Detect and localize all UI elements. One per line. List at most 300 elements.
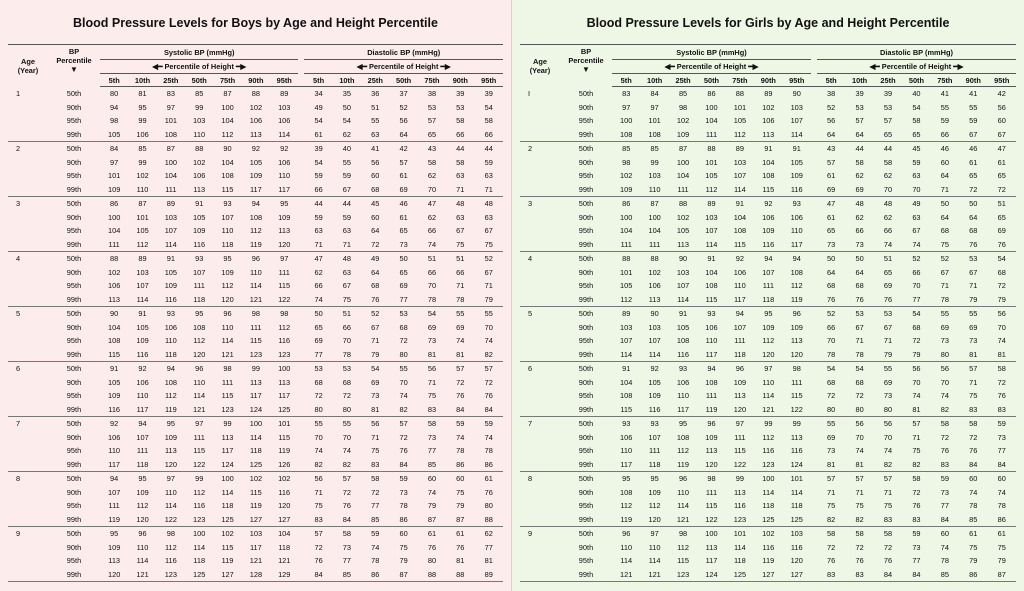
diastolic-value: 84 [484, 404, 493, 414]
diastolic-value: 71 [883, 336, 893, 345]
systolic-value: 114 [762, 391, 775, 400]
diastolic-value: 83 [883, 514, 893, 524]
diastolic-value: 86 [959, 568, 987, 582]
diastolic-value: 73 [399, 239, 408, 249]
diastolic-value: 64 [969, 212, 978, 222]
systolic-value: 109 [136, 336, 149, 345]
systolic-value: 117 [108, 459, 121, 469]
diastolic-value: 71 [484, 281, 493, 290]
systolic-value: 107 [790, 116, 803, 125]
diastolic-value: 87 [427, 514, 437, 524]
systolic-value: 120 [136, 514, 149, 524]
systolic-value: 118 [193, 294, 206, 304]
diastolic-value: 73 [997, 432, 1006, 442]
diastolic-value: 80 [827, 404, 836, 414]
bp-percentile-cell: 99th [578, 514, 594, 524]
systolic-value: 106 [164, 322, 178, 332]
systolic-value: 116 [136, 349, 149, 359]
systolic-value: 123 [249, 349, 263, 359]
diastolic-value: 72 [883, 542, 893, 552]
systolic-value: 90 [100, 307, 128, 321]
systolic-value: 107 [705, 226, 718, 235]
bp-percentile-cell: 50th [48, 527, 100, 541]
table-row [8, 389, 503, 403]
systolic-value: 121 [640, 568, 668, 582]
systolic-value: 117 [249, 184, 262, 194]
table-row [520, 169, 1016, 183]
systolic-value: 122 [278, 294, 291, 304]
systolic-value: 111 [705, 487, 718, 497]
diastolic-value: 39 [456, 89, 465, 98]
diastolic-value: 75 [484, 239, 493, 249]
systolic-value: 84 [650, 89, 659, 98]
table-row [8, 403, 503, 417]
diastolic-value: 50 [817, 252, 845, 266]
age-cell [520, 568, 560, 582]
systolic-value: 116 [677, 349, 689, 359]
systolic-value: 118 [136, 459, 149, 469]
systolic-value: 99 [185, 472, 213, 486]
diastolic-value: 59 [314, 171, 323, 180]
table-row [8, 554, 503, 568]
systolic-value: 110 [221, 226, 234, 235]
systolic-value: 113 [677, 239, 689, 249]
bp-percentile-cell: 95th [578, 281, 594, 290]
diastolic-value: 57 [827, 157, 836, 167]
diastolic-value: 59 [474, 417, 503, 431]
diastolic-value: 73 [827, 239, 836, 249]
diastolic-value: 71 [969, 281, 978, 290]
systolic-value: 115 [705, 501, 718, 510]
systolic-value: 108 [620, 487, 633, 497]
table-row [520, 197, 1016, 211]
girls-bp-table [520, 44, 1016, 582]
diastolic-header: Diastolic BP (mmHg) [817, 45, 1016, 60]
systolic-value: 94 [783, 252, 811, 266]
diastolic-value: 69 [827, 432, 836, 442]
age-cell: 2 [8, 142, 48, 156]
diastolic-value: 44 [845, 142, 873, 156]
systolic-value: 113 [108, 294, 121, 304]
systolic-value: 85 [612, 142, 640, 156]
diastolic-value: 64 [371, 226, 380, 235]
table-row [520, 266, 1016, 280]
diastolic-value: 85 [969, 514, 978, 524]
diastolic-value: 54 [845, 362, 873, 376]
table-row [520, 472, 1016, 486]
bp-percentile-cell: 99th [578, 349, 594, 359]
systolic-value: 118 [249, 446, 262, 455]
diastolic-value: 58 [931, 417, 959, 431]
systolic-value: 100 [620, 212, 633, 222]
systolic-value: 100 [697, 527, 725, 541]
table-row [8, 224, 503, 238]
systolic-value: 94 [242, 197, 270, 211]
diastolic-value: 59 [912, 157, 921, 167]
systolic-value: 116 [648, 404, 661, 414]
diastolic-value: 76 [883, 294, 893, 304]
age-cell [520, 486, 560, 500]
bp-percentile-cell: 90th [66, 267, 82, 277]
systolic-value: 116 [734, 501, 746, 510]
systolic-value: 88 [669, 197, 697, 211]
diastolic-value: 46 [959, 142, 987, 156]
systolic-value: 103 [136, 267, 149, 277]
diastolic-value: 70 [342, 432, 352, 442]
bp-percentile-cell: 50th [560, 527, 612, 541]
systolic-value: 117 [278, 391, 291, 400]
bp-percentile-cell: 90th [578, 157, 594, 167]
table-row [520, 87, 1016, 101]
bp-percentile-cell: 90th [66, 487, 82, 497]
systolic-value: 116 [762, 446, 775, 455]
table-row [520, 554, 1016, 568]
systolic-value: 119 [249, 501, 262, 510]
diastolic-value: 39 [883, 89, 893, 98]
systolic-value: 111 [221, 377, 234, 387]
systolic-value: 113 [705, 542, 718, 552]
bp-percentile-cell: 90th [578, 102, 594, 112]
systolic-value: 92 [640, 362, 668, 376]
diastolic-value: 81 [997, 349, 1006, 359]
diastolic-value: 82 [484, 349, 493, 359]
bp-percentile-cell: 99th [66, 129, 82, 139]
systolic-value: 118 [734, 349, 746, 359]
systolic-value: 118 [762, 294, 775, 304]
diastolic-value: 75 [883, 501, 893, 510]
systolic-value: 115 [249, 487, 262, 497]
diastolic-value: 76 [427, 542, 437, 552]
systolic-header: Systolic BP (mmHg) [612, 45, 811, 60]
diastolic-value: 63 [484, 171, 493, 180]
table-row [520, 293, 1016, 307]
systolic-value: 114 [790, 129, 803, 139]
pct-header: 50th [389, 74, 417, 87]
systolic-value: 114 [221, 487, 234, 497]
age-cell [8, 211, 48, 225]
diastolic-value: 53 [874, 307, 902, 321]
diastolic-value: 43 [418, 142, 446, 156]
diastolic-value: 47 [418, 197, 446, 211]
diastolic-value: 78 [997, 501, 1006, 510]
diastolic-value: 78 [342, 349, 352, 359]
table-row [520, 334, 1016, 348]
systolic-value: 105 [648, 377, 661, 387]
diastolic-value: 73 [855, 239, 864, 249]
table-row [520, 389, 1016, 403]
systolic-value: 93 [157, 307, 185, 321]
systolic-value: 120 [790, 556, 803, 565]
systolic-value: 122 [193, 459, 206, 469]
table-row [520, 279, 1016, 293]
diastolic-value: 73 [940, 487, 949, 497]
pct-header: 5th [100, 74, 128, 87]
diastolic-value: 68 [314, 377, 323, 387]
diastolic-value: 40 [912, 89, 921, 98]
systolic-value: 110 [677, 391, 689, 400]
bp-percentile-cell: 95th [578, 336, 594, 345]
diastolic-value: 80 [399, 349, 408, 359]
systolic-value: 103 [278, 102, 291, 112]
diastolic-value: 76 [456, 391, 465, 400]
diastolic-value: 54 [484, 102, 493, 112]
diastolic-value: 69 [883, 281, 893, 290]
systolic-value: 119 [790, 294, 803, 304]
systolic-value: 110 [790, 226, 803, 235]
diastolic-value: 75 [371, 446, 380, 455]
systolic-value: 101 [705, 157, 718, 167]
diastolic-value: 70 [399, 377, 408, 387]
table-row [520, 568, 1016, 582]
systolic-value: 126 [278, 459, 291, 469]
diastolic-value: 87 [987, 568, 1016, 582]
systolic-value: 104 [762, 157, 775, 167]
table-row [520, 486, 1016, 500]
systolic-value: 112 [790, 281, 803, 290]
bp-percentile-cell: 99th [66, 404, 82, 414]
diastolic-value: 58 [883, 157, 893, 167]
diastolic-value: 60 [931, 527, 959, 541]
age-cell: 8 [520, 472, 560, 486]
age-cell: 9 [520, 527, 560, 541]
table-row [8, 266, 503, 280]
pct-header: 5th [304, 74, 332, 87]
diastolic-value: 68 [827, 281, 836, 290]
systolic-value: 85 [678, 89, 688, 98]
diastolic-value: 55 [817, 417, 845, 431]
diastolic-value: 71 [940, 281, 949, 290]
diastolic-value: 83 [912, 514, 921, 524]
systolic-value: 104 [620, 377, 633, 387]
pct-header: 90th [959, 74, 987, 87]
boys-bp-table [8, 44, 503, 582]
age-cell [8, 541, 48, 555]
systolic-value: 100 [705, 102, 718, 112]
systolic-value: 118 [221, 501, 234, 510]
diastolic-value: 54 [361, 362, 389, 376]
diastolic-value: 53 [855, 102, 864, 112]
systolic-value: 111 [108, 239, 120, 249]
systolic-value: 118 [762, 501, 775, 510]
systolic-value: 103 [790, 102, 803, 112]
diastolic-value: 74 [456, 432, 465, 442]
systolic-value: 90 [792, 89, 801, 98]
table-row [8, 169, 503, 183]
diastolic-value: 44 [474, 142, 503, 156]
systolic-value: 97 [110, 157, 119, 167]
systolic-value: 96 [213, 307, 241, 321]
diastolic-value: 82 [342, 459, 352, 469]
bp-percentile-cell: 50th [48, 252, 100, 266]
diastolic-value: 55 [931, 307, 959, 321]
systolic-value: 92 [270, 142, 298, 156]
diastolic-value: 68 [827, 377, 836, 387]
diastolic-value: 81 [855, 459, 864, 469]
systolic-value: 105 [249, 157, 263, 167]
diastolic-value: 57 [304, 527, 332, 541]
diastolic-value: 70 [912, 377, 921, 387]
diastolic-value: 55 [389, 362, 417, 376]
left-arrow-icon: ◀━ [869, 62, 880, 71]
systolic-value: 86 [100, 197, 128, 211]
diastolic-value: 67 [456, 226, 465, 235]
diastolic-value: 39 [484, 89, 493, 98]
diastolic-value: 76 [940, 446, 949, 455]
diastolic-value: 66 [912, 267, 921, 277]
systolic-value: 109 [762, 322, 775, 332]
diastolic-value: 72 [314, 542, 323, 552]
diastolic-value: 75 [940, 239, 949, 249]
table-row [8, 513, 503, 527]
systolic-value: 104 [221, 157, 234, 167]
diastolic-value: 69 [855, 184, 864, 194]
age-cell: 7 [520, 417, 560, 431]
systolic-value: 99 [138, 116, 147, 125]
bp-percentile-cell: 99th [578, 239, 594, 249]
diastolic-value: 89 [474, 568, 503, 582]
diastolic-value: 58 [333, 527, 361, 541]
systolic-value: 113 [164, 446, 177, 455]
systolic-value: 81 [138, 89, 147, 98]
systolic-value: 96 [697, 417, 725, 431]
diastolic-value: 70 [912, 184, 921, 194]
age-cell [8, 568, 48, 582]
diastolic-value: 73 [371, 391, 380, 400]
pct-header: 5th [612, 74, 640, 87]
systolic-value: 117 [705, 556, 718, 565]
systolic-value: 114 [648, 349, 661, 359]
systolic-value: 106 [620, 432, 633, 442]
diastolic-value: 57 [446, 362, 474, 376]
diastolic-value: 55 [371, 116, 380, 125]
systolic-value: 110 [164, 487, 177, 497]
bp-percentile-cell: 50th [560, 472, 612, 486]
diastolic-value: 57 [817, 472, 845, 486]
systolic-value: 105 [733, 116, 747, 125]
age-cell: 2 [520, 142, 560, 156]
systolic-value: 98 [110, 116, 119, 125]
age-cell [520, 128, 560, 142]
diastolic-value: 69 [827, 184, 836, 194]
systolic-value: 109 [164, 432, 178, 442]
systolic-value: 108 [676, 432, 690, 442]
bp-percentile-cell: 90th [578, 542, 594, 552]
systolic-value: 120 [648, 514, 661, 524]
diastolic-value: 57 [399, 157, 408, 167]
diastolic-value: 81 [827, 459, 836, 469]
diastolic-value: 76 [912, 501, 921, 510]
diastolic-value: 76 [997, 239, 1006, 249]
diastolic-value: 41 [969, 89, 978, 98]
age-cell [520, 389, 560, 403]
age-cell [8, 376, 48, 390]
diastolic-value: 65 [883, 267, 893, 277]
systolic-value: 108 [733, 226, 747, 235]
diastolic-value: 60 [940, 157, 949, 167]
systolic-value: 108 [790, 267, 803, 277]
diastolic-value: 68 [342, 377, 352, 387]
diastolic-value: 65 [912, 129, 921, 139]
diastolic-value: 53 [427, 102, 437, 112]
diastolic-value: 76 [883, 556, 893, 565]
diastolic-value: 74 [456, 336, 465, 345]
pct-header: 75th [726, 74, 754, 87]
systolic-value: 94 [726, 307, 754, 321]
diastolic-value: 47 [987, 142, 1016, 156]
systolic-value: 95 [157, 417, 185, 431]
table-row [520, 128, 1016, 142]
table-row [520, 431, 1016, 445]
diastolic-value: 87 [456, 514, 465, 524]
systolic-value: 121 [221, 349, 234, 359]
systolic-value: 121 [762, 404, 775, 414]
systolic-value: 115 [734, 446, 746, 455]
age-cell [8, 389, 48, 403]
systolic-value: 106 [193, 171, 206, 180]
diastolic-value: 59 [940, 116, 949, 125]
diastolic-value: 46 [389, 197, 417, 211]
diastolic-value: 56 [361, 417, 389, 431]
diastolic-value: 60 [371, 212, 380, 222]
diastolic-value: 62 [883, 212, 893, 222]
diastolic-value: 55 [969, 102, 978, 112]
age-cell [8, 486, 48, 500]
diastolic-value: 63 [342, 267, 352, 277]
systolic-value: 108 [164, 129, 178, 139]
systolic-value: 106 [108, 281, 121, 290]
systolic-value: 121 [249, 556, 263, 565]
systolic-value: 113 [790, 336, 803, 345]
systolic-value: 102 [136, 171, 149, 180]
systolic-value: 110 [677, 487, 689, 497]
systolic-value: 97 [622, 102, 631, 112]
diastolic-value: 72 [827, 391, 836, 400]
diastolic-value: 74 [855, 446, 864, 455]
table-row [8, 128, 503, 142]
table-row [8, 568, 503, 582]
diastolic-value: 53 [333, 362, 361, 376]
diastolic-value: 77 [997, 446, 1006, 455]
systolic-value: 127 [754, 568, 782, 582]
systolic-value: 123 [762, 459, 775, 469]
diastolic-value: 70 [883, 184, 893, 194]
bp-percentile-cell: 50th [560, 307, 612, 321]
systolic-value: 110 [278, 171, 291, 180]
bp-percentile-cell: 95th [578, 226, 594, 235]
bp-percentile-cell: 50th [560, 197, 612, 211]
diastolic-value: 67 [484, 226, 493, 235]
diastolic-value: 72 [997, 184, 1006, 194]
bp-percentile-cell: 99th [578, 184, 594, 194]
systolic-value: 117 [249, 542, 262, 552]
age-cell [520, 444, 560, 458]
table-row [520, 211, 1016, 225]
diastolic-value: 69 [969, 322, 978, 332]
diastolic-value: 75 [997, 542, 1006, 552]
diastolic-value: 67 [855, 322, 864, 332]
table-row [8, 87, 503, 101]
diastolic-value: 88 [484, 514, 493, 524]
systolic-value: 114 [193, 391, 206, 400]
systolic-value: 101 [726, 527, 754, 541]
diastolic-value: 59 [342, 171, 352, 180]
diastolic-value: 59 [446, 417, 474, 431]
systolic-value: 120 [790, 349, 803, 359]
pct-header: 10th [128, 74, 156, 87]
systolic-value: 105 [108, 377, 121, 387]
age-cell [8, 334, 48, 348]
systolic-value: 106 [648, 281, 661, 290]
